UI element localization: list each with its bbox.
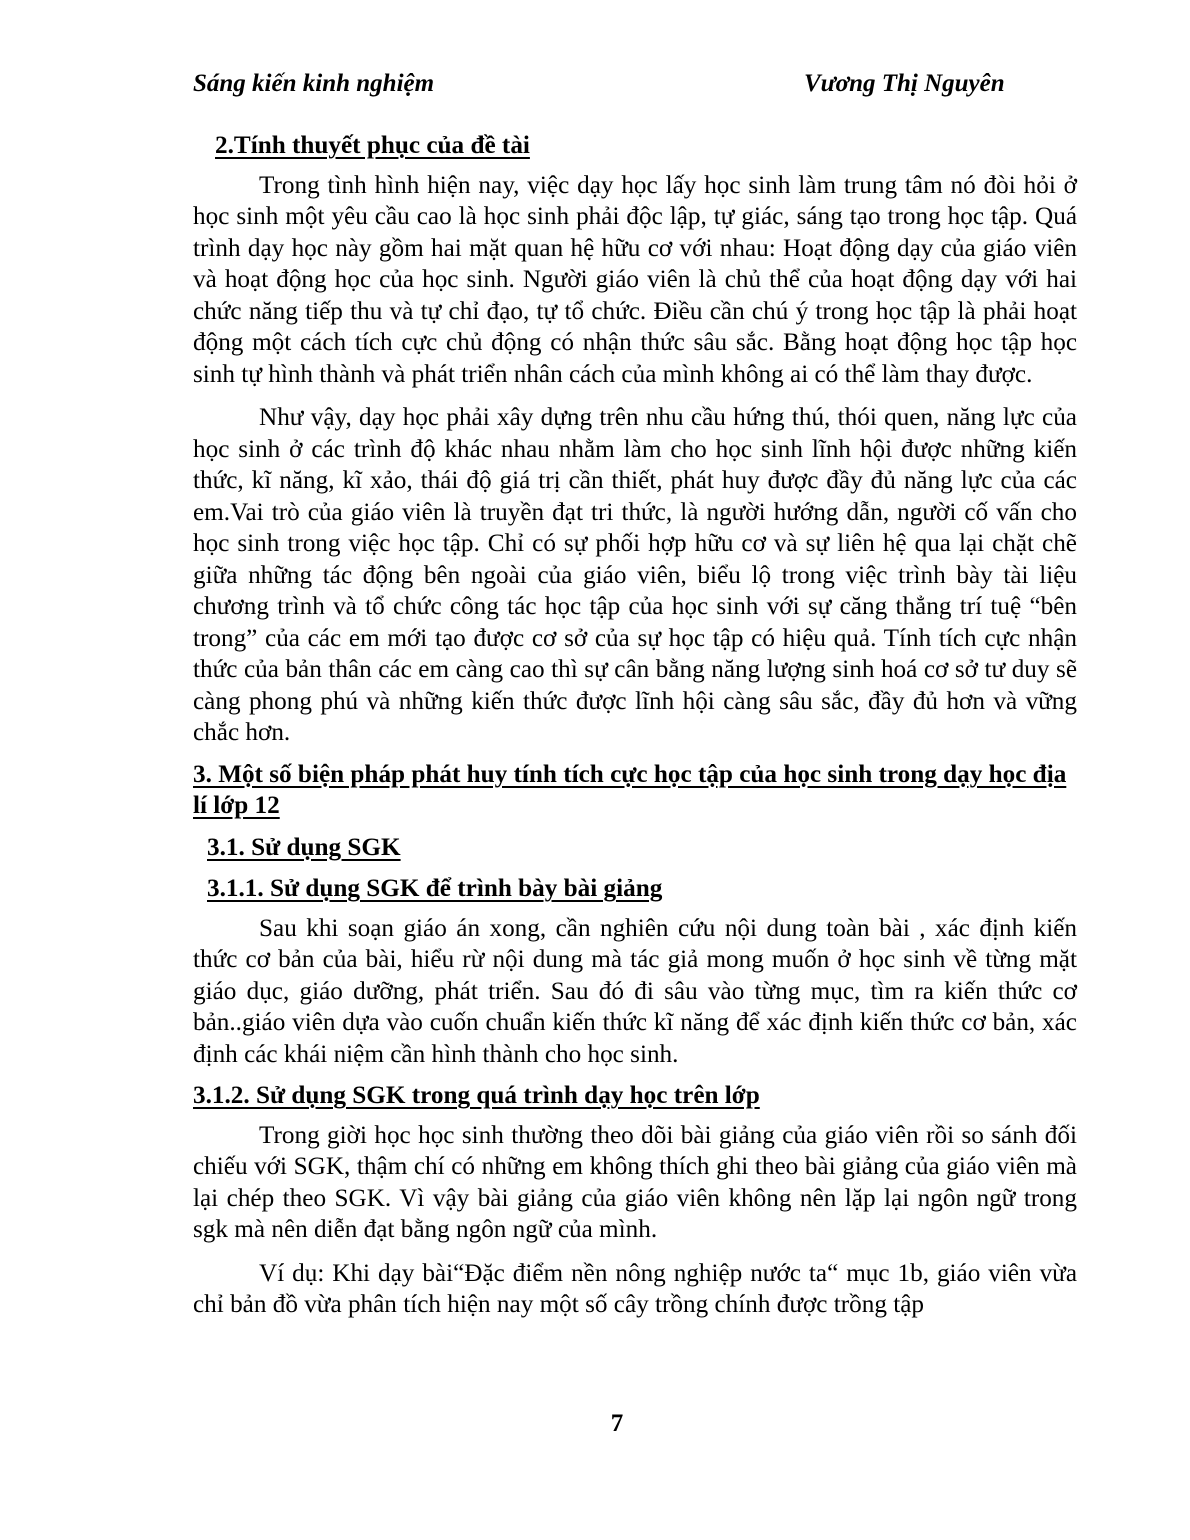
section-3-1-2-heading: 3.1.2. Sử dụng SGK trong quá trình dạy học trên lớp <box>193 1082 760 1109</box>
section-3-1-2-paragraph-2: Ví dụ: Khi dạy bài“Đặc điểm nền nông nghiệp nước ta“ mục 1b, giáo viên vừa chỉ bản đồ vừa phân tích hiện nay một số cây trồng chính được trồng tập <box>193 1259 1077 1318</box>
section-2-heading: 2.Tính thuyết phục của đề tài <box>215 132 530 159</box>
section-2-paragraph-2: Như vậy, dạy học phải xây dựng trên nhu cầu hứng thú, thói quen, năng lực của học sinh ở các trình độ khác nhau nhằm làm cho học sinh lĩnh hội được những kiến thức, kĩ năng, kĩ xảo, thái độ giá trị cần thiết, phát huy được đầy đủ năng lực của các em.Vai trò của giáo viên là truyền đạt tri thức, là người hướng dẫn, người cố vấn cho học sinh trong việc học tập. Chỉ có sự phối hợp hữu cơ và sự liên hệ qua lại chặt chẽ giữa những tác động bên ngoài của giáo viên, biểu lộ trong việc trình bày tài liệu chương trình và tổ chức công tác học tập của học sinh với sự căng thẳng trí tuệ “bên trong” của các em mới tạo được cơ sở của sự học tập có hiệu quả. Tính tích cực nhận thức của bản thân các em càng cao thì sự cân bằng năng lượng sinh hoá cơ sở tư duy sẽ càng phong phú và những kiến thức được lĩnh hội càng sâu sắc, đầy đủ hơn và vững chắc hơn. <box>193 404 1077 746</box>
section-3-1-1-paragraph-1: Sau khi soạn giáo án xong, cần nghiên cứu nội dung toàn bài , xác định kiến thức cơ bản của bài, hiểu rừ nội dung mà tác giả mong muốn ở học sinh về từng mặt giáo dục, giáo dưỡng, phát triển. Sau đó đi sâu vào từng mục, tìm ra kiến thức cơ bản..giáo viên dựa vào cuốn chuẩn kiến thức kĩ năng để xác định kiến thức cơ bản, xác định các khái niệm cần hình thành cho học sinh. <box>193 914 1077 1068</box>
page-header <box>193 70 1023 104</box>
section-3-1-2-paragraph-1: Trong giời học học sinh thường theo dõi bài giảng của giáo viên rồi so sánh đối chiếu với SGK, thậm chí có những em không thích ghi theo bài giảng của giáo viên mà lại chép theo SGK. Vì vậy bài giảng của giáo viên không nên lặp lại ngôn ngữ trong sgk mà nên diễn đạt bằng ngôn ngữ của mình. <box>193 1121 1077 1243</box>
section-3-1-heading: 3.1. Sử dụng SGK <box>207 833 401 861</box>
document-body <box>193 130 1077 1321</box>
header-document-type: Sáng kiến kinh nghiệm <box>193 70 435 97</box>
section-3-1-1-heading: 3.1.1. Sử dụng SGK để trình bày bài giảng <box>207 875 663 902</box>
header-author: Vương Thị Nguyên <box>804 70 1005 97</box>
section-2-paragraph-1: Trong tình hình hiện nay, việc dạy học lấy học sinh làm trung tâm nó đòi hỏi ở học sinh một yêu cầu cao là học sinh phải độc lập, tự giác, sáng tạo trong học tập. Quá trình dạy học này gồm hai mặt quan hệ hữu cơ với nhau: Hoạt động dạy của giáo viên và hoạt động học của học sinh. Người giáo viên là chủ thể của hoạt động dạy với hai chức năng tiếp thu và tự chỉ đạo, tự tổ chức. Điều cần chú ý trong học tập là phải hoạt động một cách tích cực chủ động có nhận thức sâu sắc. Bằng hoạt động học tập học sinh tự hình thành và phát triển nhân cách của mình không ai có thể làm thay được. <box>193 171 1077 388</box>
page-number: 7 <box>610 1410 624 1437</box>
section-3-heading: 3. Một số biện pháp phát huy tính tích cực học tập của học sinh trong dạy học địa lí lớp 12 <box>193 760 1067 819</box>
